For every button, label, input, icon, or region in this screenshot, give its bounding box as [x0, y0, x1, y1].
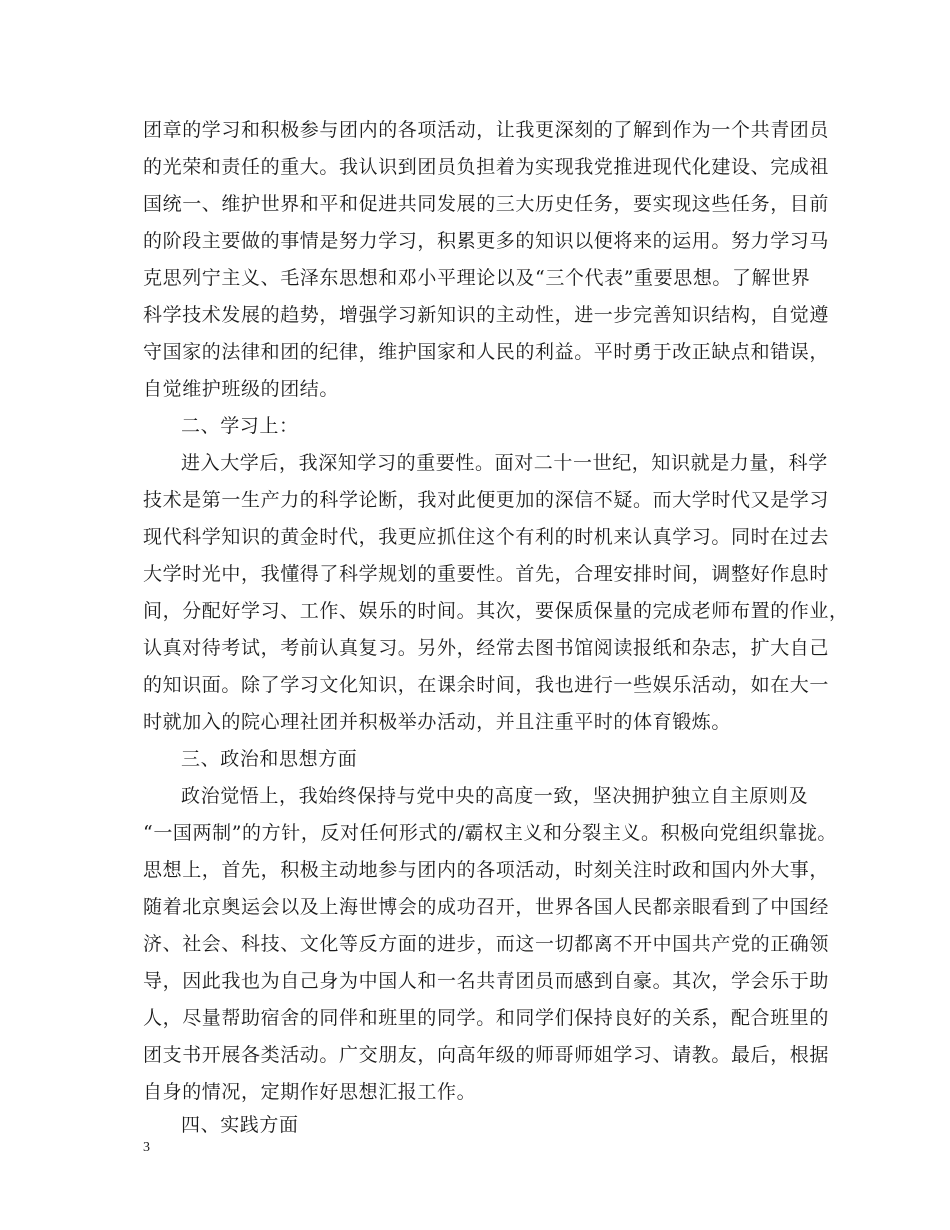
body-text-line: 守国家的法律和团的纪律，维护国家和人民的利益。平时勇于改正缺点和错误， — [143, 341, 830, 363]
body-text-line: 自身的情况，定期作好思想汇报工作。 — [143, 1081, 477, 1103]
body-text-line: 政治觉悟上，我始终保持与党中央的高度一致，坚决拥护独立自主原则及 — [181, 785, 809, 807]
section-heading: 三、政治和思想方面 — [181, 748, 358, 770]
body-text-line: 进入大学后，我深知学习的重要性。面对二十一世纪，知识就是力量，科学 — [181, 452, 828, 474]
page-number: 3 — [143, 1140, 150, 1155]
body-text-line: 团支书开展各类活动。广交朋友，向高年级的师哥师姐学习、请教。最后，根据 — [143, 1044, 830, 1066]
body-text-line: 大学时光中，我懂得了科学规划的重要性。首先，合理安排时间，调整好作息时 — [143, 563, 830, 585]
body-text-line: 人，尽量帮助宿舍的同伴和班里的同学。和同学们保持良好的关系，配合班里的 — [143, 1007, 830, 1029]
body-text-line: 克思列宁主义、毛泽东思想和邓小平理论以及“三个代表”重要思想。了解世界 — [143, 267, 811, 289]
body-text-line: 的光荣和责任的重大。我认识到团员负担着为实现我党推进现代化建设、完成祖 — [143, 156, 830, 178]
body-text-line: 现代科学知识的黄金时代，我更应抓住这个有利的时机来认真学习。同时在过去 — [143, 526, 830, 548]
body-text-line: 认真对待考试，考前认真复习。另外，经常去图书馆阅读报纸和杂志，扩大自己 — [143, 637, 830, 659]
body-text-line: 济、社会、科技、文化等反方面的进步，而这一切都离不开中国共产党的正确领 — [143, 933, 830, 955]
body-text-line: 的知识面。除了学习文化知识，在课余时间，我也进行一些娱乐活动，如在大一 — [143, 674, 830, 696]
body-text-line: 时就加入的院心理社团并积极举办活动，并且注重平时的体育锻炼。 — [143, 711, 732, 733]
section-heading: 四、实践方面 — [181, 1114, 299, 1136]
body-text-line: “一国两制”的方针，反对任何形式的/霸权主义和分裂主义。积极向党组织靠拢。 — [143, 822, 838, 844]
section-heading: 二、学习上： — [181, 415, 299, 437]
body-text-line: 思想上，首先，积极主动地参与团内的各项活动，时刻关注时政和国内外大事， — [143, 859, 830, 881]
body-text-line: 国统一、维护世界和平和促进共同发展的三大历史任务，要实现这些任务，目前 — [143, 193, 830, 215]
body-text-line: 自觉维护班级的团结。 — [143, 378, 340, 400]
body-text-line: 科学技术发展的趋势，增强学习新知识的主动性，进一步完善知识结构，自觉遵 — [143, 304, 830, 326]
body-text-line: 间，分配好学习、工作、娱乐的时间。其次，要保质保量的完成老师布置的作业， — [143, 600, 849, 622]
body-text-line: 随着北京奥运会以及上海世博会的成功召开，世界各国人民都亲眼看到了中国经 — [143, 896, 830, 918]
body-text-line: 的阶段主要做的事情是努力学习，积累更多的知识以便将来的运用。努力学习马 — [143, 230, 830, 252]
body-text-line: 导，因此我也为自己身为中国人和一名共青团员而感到自豪。其次，学会乐于助 — [143, 970, 830, 992]
body-text-line: 团章的学习和积极参与团内的各项活动，让我更深刻的了解到作为一个共青团员 — [143, 119, 830, 141]
body-text-line: 技术是第一生产力的科学论断，我对此便更加的深信不疑。而大学时代又是学习 — [143, 489, 830, 511]
